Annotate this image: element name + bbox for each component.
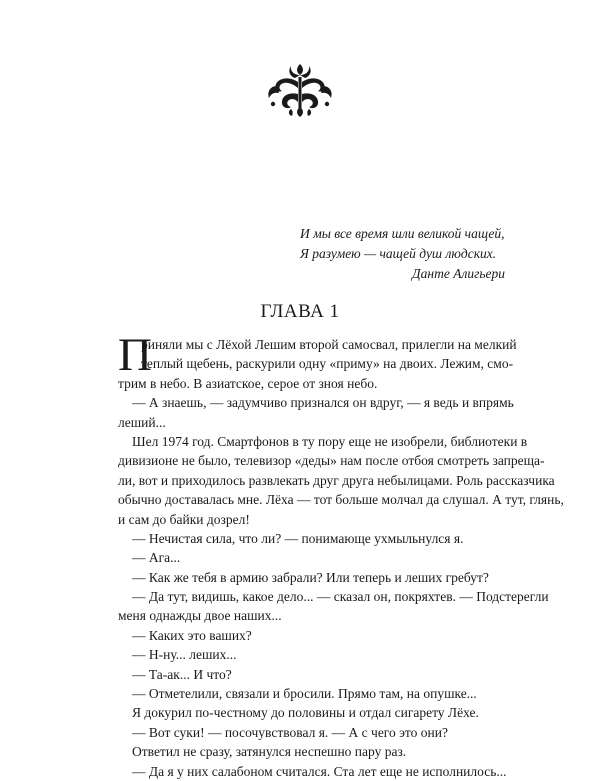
text-line: — Та-ак... И что? [132, 666, 232, 682]
text-line: — Нечистая сила, что ли? — понимающе ухмыльнулся я. [132, 530, 464, 546]
epigraph-author: Данте Алигьери [412, 266, 505, 281]
text-line: — Отметелили, связали и бросили. Прямо там, на опушке... [132, 686, 477, 702]
drop-cap: П [118, 329, 152, 381]
text-line: меня однажды двое наших... [118, 608, 282, 624]
chapter-body [118, 329, 564, 781]
text-line: — Вот суки! — посочувствовал я. — А с чего это они? [132, 724, 448, 740]
text-line: — Как же тебя в армию забрали? Или теперь и леших гребут? [132, 569, 489, 585]
text-line: трим в небо. В азиатское, серое от зноя небо. [118, 375, 378, 391]
text-line: обычно доставалась мне. Лёха — тот больше молчал да слушал. А тут, глянь, [118, 492, 564, 508]
text-line: дивизионе не было, телевизор «деды» нам после отбоя смотреть запреща- [118, 453, 545, 469]
epigraph [300, 224, 505, 284]
text-line: — Ага... [132, 550, 181, 566]
text-line: — А знаешь, — задумчиво признался он вдруг, — я ведь и впрямь [132, 395, 514, 411]
chapter-title: ГЛАВА 1 [260, 301, 340, 322]
text-line: Шел 1974 год. Смартфонов в ту пору еще не изобрели, библиотеки в [132, 433, 528, 449]
text-line: — Каких это ваших? [132, 627, 252, 643]
epigraph-line: И мы все время шли великой чащей, [300, 226, 505, 241]
text-line: ли, вот и приходилось развлекать друг друга небылицами. Роль рассказчика [118, 472, 555, 488]
text-line: риняли мы с Лёхой Лешим второй самосвал, прилегли на мелкий [141, 337, 517, 352]
text-line: Ответил не сразу, затянулся неспешно пару раз. [132, 744, 407, 760]
text-line: — Да я у них салабоном считался. Ста лет еще не исполнилось... [132, 763, 507, 779]
text-line: — Да тут, видишь, какое дело... — сказал он, покряхтев. — Подстерегли [132, 589, 549, 605]
floral-ornament-icon [267, 62, 333, 118]
epigraph-line: Я разумею — чащей душ людских. [300, 246, 497, 261]
text-line: леший... [118, 414, 166, 430]
text-line: и сам до байки дозрел! [118, 511, 250, 527]
text-line: Я докурил по-честному до половины и отдал сигарету Лёхе. [132, 705, 479, 721]
text-line: — Н-ну... леших... [132, 647, 237, 663]
text-line: теплый щебень, раскурили одну «приму» на двоих. Лежим, смо- [141, 356, 514, 372]
